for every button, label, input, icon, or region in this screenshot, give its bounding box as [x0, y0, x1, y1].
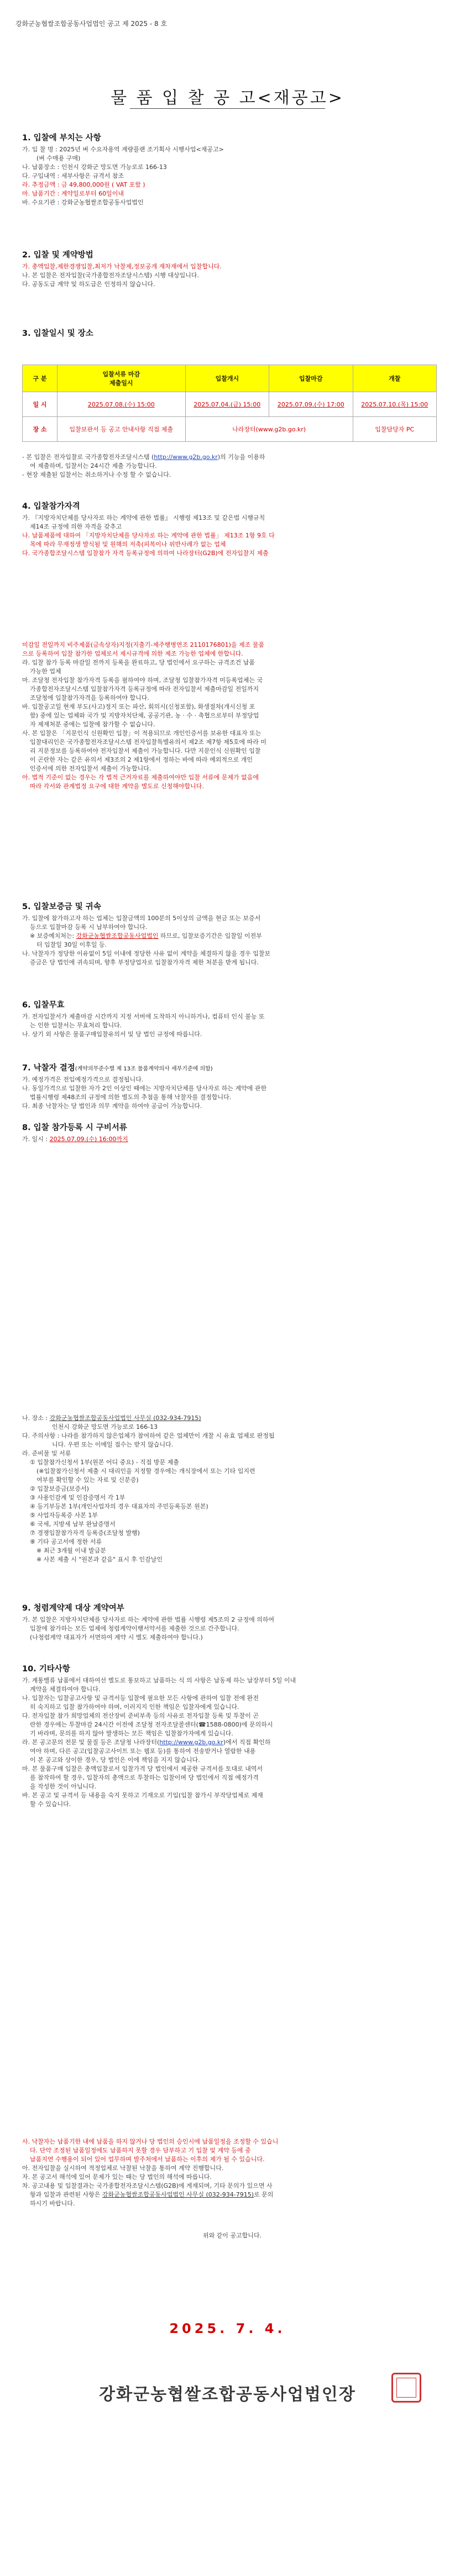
s10-line: 을 작성한 것이 아닙니다. [30, 1783, 97, 1790]
s10-line: 히 숙지하고 입찰 참가하여야 하며, 이러지지 인한 책임은 입찰자에게 있습니다. [30, 1703, 239, 1711]
s4-line: 따라 각서와 관계법정 요구에 대한 계약을 별도로 신청해야합니다. [30, 783, 204, 790]
contact-line: 라. 준비물 및 서류 [22, 1450, 71, 1457]
contact-line: ④ 등기부등본 1부(개인사업자의 경우 대표자의 주민등록등본 원본) [30, 1503, 208, 1510]
schedule-cell: 2025.07.04.(금) 15:00 [185, 392, 269, 417]
s9-line: 입찰에 참가하는 모든 업체에 청렴계약이행서약서를 제출한 것으로 간주합니다. [30, 1625, 239, 1632]
s7-line: 가. 예정가격은 전입예정가격으로 결정됩니다. [22, 1076, 144, 1083]
s4-line: 자 제재처분 중에는 입찰에 참가할 수 없습니다. [30, 721, 155, 728]
section-7-body [22, 1075, 442, 1111]
s10-line: 납품지연 수행용이 되어 있어 업무하며 발주처에서 납품하는 이후의 제가 될 수 있습니다. [30, 2156, 265, 2163]
s10-line: 란한 경우에는 투찰마감 24시간 이전에 조달청 전자조달콜센터(☎1588-0800)에 문의하시 [30, 1721, 273, 1728]
s4-line: 바. 입찰공고일 현재 부도(사고)정지 또는 파산, 회의시(신청포함), 화생절차(개시신청 포 [22, 703, 255, 710]
s8-line: 가. 일시 : 2025.07.09.(수) 16:00까지 [22, 1136, 128, 1143]
section-6-heading: 6. 입찰무효 [22, 1001, 65, 1010]
s8-deadline: 2025.07.09.(수) 16:00까지 [49, 1136, 128, 1143]
s5-line: 나. 낙찰자가 정당한 이유없이 5일 이내에 정당한 사유 없이 계약을 체결하지 않을 경우 입찰보 [22, 950, 271, 957]
s10-line: 사. 낙찰자는 납품기한 내에 납품을 하지 않거나 당 법인의 승인시에 납품일정을 조정할 수 있습니 [22, 2138, 279, 2145]
contact-line: ⑥ 국세, 지방세 납부 완납증명서 [30, 1521, 116, 1528]
s1-line: 라. 추정금액 : 금 49,800,000원 ( VAT 포함 ) [22, 181, 145, 188]
s5-line: 터 입찰일 30일 이후일 등. [36, 941, 107, 948]
schedule-cell: 나라장터(www.g2b.go.kr) [185, 417, 353, 442]
s10-line: 여야 하며, 다른 공고(입찰공고사이트 또는 웹포 등)를 통하여 전송받거나 열람한 내용 [30, 1748, 256, 1755]
s4-line: 나. 납품제품에 대하여 「지방자치단체를 당사자로 하는 계약에 관한 법률」 제13조 1항 9호 다 [22, 532, 275, 539]
issuer-name: 강화군농협쌀조합공동사업법인장 [99, 2385, 356, 2404]
s3-note: - 본 입찰은 전자입찰로 국가종합전자조달시스템 (http://www.g2b.go.kr)의 기능을 이용하 [22, 453, 265, 461]
s10-line: 마. 본 물품구매 입찰은 총액입찰로서 입찰가격 당 법인에서 제공한 규격서를 토대로 내역서 [22, 1765, 263, 1772]
contact-line: ※ 사본 제출 시 "원본과 같음" 표시 후 인감날인 [36, 1556, 163, 1563]
schedule-cell: 입찰담당자 PC [353, 417, 437, 442]
schedule-row-datetime [23, 392, 437, 417]
schedule-header-cell: 구 분 [23, 365, 57, 392]
s2-line: 나. 본 입찰은 전자입찰(국가종합전자조달시스템) 시행 대상입니다. [22, 272, 199, 279]
contact-office: 강화군농협쌀조합공동사업법인 사무실 (032-934-7915) [102, 2191, 254, 2198]
section-1-heading: 1. 입찰에 부치는 사항 [22, 134, 101, 142]
schedule-header-row [23, 365, 437, 392]
section-8-heading: 8. 입찰 참가등록 시 구비서류 [22, 1123, 127, 1132]
s4-line: 아. 법적 기준이 없는 경우는 각 법적 근거자료를 제출하여야만 입찰 서류에 문제가 없음에 [22, 774, 259, 781]
section-3-heading: 3. 입찰일시 및 장소 [22, 329, 93, 338]
s4-line: 다. 국가종합조달시스템 입찰참가 자격 등록규정에 의하여 나라장터(G2B)에 전자입찰지 제출 [22, 550, 269, 557]
contact-line: ② 입찰보증금(보증서) [30, 1485, 89, 1492]
section-6-body [22, 1012, 442, 1039]
section-2-heading: 2. 입찰 및 계약방법 [22, 251, 93, 260]
closing-line: 위와 같이 공고합니다. [202, 2232, 262, 2239]
s10-line: 자. 본 공고서 해석에 있어 문제가 있는 때는 당 법인의 해석에 따릅니다. [22, 2173, 212, 2181]
s4-line: 라. 입찰 참가 등록 마감일 전까지 등록을 완료하고, 당 법인에서 요구하는 규격조건 납품 [22, 659, 255, 666]
contact-line: ① 입찰참가신청서 1부(원본 어디 중요) - 직접 방문 제출 [30, 1459, 179, 1466]
s6-line: 는 인한 입찰서는 무효처리 합니다. [30, 1022, 122, 1029]
contact-line: ⑧ 기타 공고서에 정한 서류 [30, 1538, 102, 1545]
s10-line: 가. 계통밸류 납품에서 대하여선 별도로 통보하고 납품하는 식 의 사항은 납동제 하는 납장부터 5일 이내 [22, 1677, 296, 1684]
s10-line: 아. 전자입찰을 실시하여 적정업체로 낙찰된 낙찰을 통하여 계약 진행합니다. [22, 2165, 224, 2172]
s4-line: 이 곤란한 자는 같은 유의서 제3조의 2 제1항에서 정하는 바에 따라 예외적으로 개인 [30, 756, 253, 763]
document-number: 강화군농협쌀조합공동사업법인 공고 제 2025 - 8 호 [15, 20, 168, 28]
section-1-body [22, 145, 442, 207]
s1-line: 나. 납품장소 : 인천시 강화군 망도면 가능로로 166-13 [22, 163, 167, 171]
s6-line: 가. 전자입찰서가 제출마감 시간까지 지정 서버에 도착하지 아니하거나, 컴퓨터 인식 불능 또 [22, 1013, 265, 1020]
s10-line: 다. 단약 조정된 납품일정에도 납품하지 못할 경우 담부하고 기 입찰 및 계약 등에 중 [30, 2147, 251, 2154]
s2-line: 다. 공동도급 계약 및 하도급은 인정하지 않습니다. [22, 281, 155, 288]
s1-line: 다. 구입내역 : 세부사항은 규격서 참조 [22, 172, 124, 180]
schedule-header-cell: 개찰 [353, 365, 437, 392]
contact-line: 나. 장소 : 강화군농협쌀조합공동사업법인 사무실 (032-934-7915) [22, 1414, 201, 1422]
section-10-heading: 10. 기타사항 [22, 1665, 70, 1674]
s10-line: 하시기 바랍니다. [30, 2200, 75, 2207]
official-seal [391, 2373, 421, 2403]
s10-line: 나. 입찰자는 입찰공고사항 및 규격서등 입찰에 필요한 모든 사항에 관하여 입찰 전에 완전 [22, 1695, 259, 1702]
schedule-cell: 2025.07.10.(목) 15:00 [353, 392, 437, 417]
s10-line: 를 참작하여 할 경우, 입찰자의 총액으로 투찰하는 입찰이며 당 법인에서 직접 예정가격 [30, 1774, 259, 1781]
announcement-date: 2025. 7. 4. [169, 2321, 286, 2336]
s4-line: 제14조 규정에 의한 자격을 갖추고 [30, 523, 122, 530]
section-4-body-b [22, 641, 442, 791]
schedule-cell: 2025.07.08.(수) 15:00 [57, 392, 186, 417]
schedule-table [22, 365, 437, 442]
s10-line: 차. 공고내용 및 입찰결과는 국가종합전자조달시스템(G2B)에 게재되며, 기타 문의가 있으면 사 [22, 2182, 273, 2189]
s7-line: 나. 동일가격으로 입찰한 자가 2인 이상인 때에는 지방자치단체를 당사자로 하는 계약에 관한 [22, 1085, 267, 1092]
contact-body [22, 1414, 442, 1564]
s4-line: 마. 조달청 전자입찰 참가자격 등록을 필하여야 하며, 조달청 입찰참가자격 미등록업체는 국 [22, 677, 263, 684]
contact-line: 여부를 확인할 수 있는 자료 및 신분증) [36, 1476, 139, 1484]
title-divider [130, 108, 325, 109]
section-3-notes [22, 453, 442, 479]
s5-line: 가. 입찰에 참가하고자 하는 업체는 입찰금액의 100분의 5이상의 금액을 현금 또는 보증서 [22, 915, 261, 922]
contact-line: ※ 최근 3개월 이내 발급분 [36, 1547, 106, 1554]
contact-line: (※입찰참가신청서 제출 시 대리인을 지정할 경우에는 개식장에서 또는 기타 입지련 [36, 1468, 255, 1475]
contact-line: ⑤ 사업자등록증 사본 1부 [30, 1512, 98, 1519]
section-10-body-b [22, 2137, 442, 2208]
contact-line: 니다. 우편 또는 이메일 접수는 받지 않습니다. [52, 1441, 174, 1448]
schedule-cell: 2025.07.09.(수) 17:00 [269, 392, 353, 417]
s1-line: 바. 수요기관 : 강화군농협쌀조합공동사업법인 [22, 199, 144, 206]
schedule-header-cell: 입찰마감 [269, 365, 353, 392]
s5-line: ※ 보증예치처는: 강화군농협쌀조합공동사업법인 하므로, 입찰보증기간은 입찰일 이전부 [30, 932, 262, 939]
contact-line: 다. 주의사항 : 나라를 참가하지 않은업체가 참여하여 같은 업체만이 개찰 시 유효 업체로 판정됩 [22, 1432, 275, 1439]
s4-line: 가능한 업체 [30, 668, 61, 675]
deposit-org: 강화군농협쌀조합공동사업법인 [76, 932, 159, 939]
section-4-body-a [22, 514, 442, 558]
section-9-heading: 9. 청렴계약제 대상 계약여부 [22, 1604, 124, 1613]
s4-line: 리 지문정보를 등록하여야 전자입찰서 제출이 가능합니다. 다만 지문인식 신원확인 입찰 [30, 747, 261, 754]
s9-line: 가. 본 입찰은 지방자치단체를 당사자로 하는 계약에 관한 법률 시행령 제5조의 2 규정에 의하여 [22, 1616, 275, 1623]
schedule-row-label: 장 소 [23, 417, 57, 442]
s9-line: (나청렴계약 대표자가 서면하여 계약 시 별도 제출하여야 합니다.) [30, 1634, 203, 1641]
s4-line: 목에 따라 무재정생 발식될 및 원해의 저축(피복이나 위반사례가 없는 업체 [30, 541, 226, 548]
s4-line: 함) 중에 있는 업체와 국가 및 지방자치단체, 공공기관, 농 · 수 · 축협으로부터 부정당업 [30, 712, 259, 719]
section-5-heading: 5. 입찰보증금 및 귀속 [22, 902, 101, 911]
s4-line: 입찰대리인은 국가종합전자조달시스템 전자입찰특별유의서 제2조 제7항 제5호에 따라 미 [30, 738, 267, 746]
contact-line: ⑦ 경쟁입찰참가자격 등록증(조달청 발행) [30, 1529, 140, 1537]
s4-line: 인증서에 의한 전자입찰서 제출이 가능합니다. [30, 765, 151, 772]
s10-line: 이 본 공고와 상이한 경우, 당 법인은 이에 책임을 지지 않습니다. [30, 1756, 200, 1764]
contact-line: 인천시 강화군 망도면 가능로로 166-13 [52, 1423, 158, 1430]
section-9-body [22, 1616, 442, 1642]
g2b-link: http://www.g2b.go.kr [154, 453, 218, 461]
section-2-body [22, 262, 442, 289]
s4-line: 사. 본 입찰은 「지문인식 신원확인 입찰」이 적용되므로 개인인증서를 보유한 대표자 또는 [22, 730, 262, 737]
s10-line: 계약을 체결하여야 합니다. [30, 1686, 101, 1693]
section-8-body [22, 1135, 442, 1144]
s3-note: - 현장 제출된 입찰서는 취소하거나 수정 할 수 없습니다. [22, 471, 171, 478]
schedule-row-place [23, 417, 437, 442]
s7-line: 다. 최종 낙찰자는 당 법인과 의무 계약을 하여야 공급이 가능합니다. [22, 1102, 202, 1110]
s4-line: 미감일 전일까지 비주제품(금속상자)지정(지출기-제주행병연조 2110176801)을 제조 물품 [22, 641, 265, 648]
s1-line: (벼 수매용 구매) [36, 155, 81, 162]
schedule-cell: 입찰보관서 등 공고 안내사항 직접 제출 [57, 417, 186, 442]
s6-line: 나. 상기 외 사항은 물품구매입찰유의서 및 당 법인 규정에 따릅니다. [22, 1031, 202, 1038]
s10-line: 라. 본 공고문의 전문 및 물질 등은 조달청 나라장터(http://www.g2b.go.kr)에서 직접 확인하 [22, 1739, 271, 1746]
s5-line: 등으로 입찰마감 등록 시 납부하여야 합니다. [30, 923, 148, 931]
section-7-heading: 7. 낙찰자 결정(계약의무준수별 제 13조 물품계약의사 세부기준에 의함) [22, 1064, 213, 1073]
s1-line: 가. 입 찰 명 : 2025년 벼 수요자용역 계량플랜 조기획사 시행사업<재공고> [22, 146, 224, 153]
s10-line: 기 바라며, 문의를 하지 않아 발생하는 모든 책임은 입찰참가자에게 있습니다. [30, 1730, 233, 1737]
section-10-body-a [22, 1676, 442, 1809]
g2b-link: http://www.g2b.go.kr [159, 1739, 223, 1746]
schedule-header-cell: 입찰서류 마감 제출일시 [57, 365, 186, 392]
s5-line: 증금은 당 법인에 귀속되며, 향후 부정당업자로 입찰참가자격 제한 처분을 받게 됩니다. [30, 959, 259, 966]
s7-line: 법률시행령 제48조의 규정에 의한 별도의 추첨을 통해 낙찰자를 결정합니다. [30, 1094, 232, 1101]
s10-line: 항과 입찰과 관련된 사항은 강화군농협쌀조합공동사업법인 사무실 (032-934-7915)로 문의 [30, 2191, 274, 2198]
s1-line: 마. 납품기간 : 계약일로부터 60일이내 [22, 190, 124, 197]
s10-line: 다. 전자입찰 참가 희망업체의 전산장비 준비부족 등의 사유로 전자입찰 등록 및 투찰이 곤 [22, 1712, 259, 1719]
s4-line: 가. 『지방자치단체를 당사자로 하는 계약에 관한 법률』 시행령 제13조 및 같은법 시행규칙 [22, 514, 265, 521]
s4-line: 으로 등록하여 입찰 참가한 업체로서 제시규격에 의한 제조 가능한 업체에 한합니다. [22, 650, 243, 657]
s10-line: 할 수 있습니다. [30, 1801, 71, 1808]
contact-place: 강화군농협쌀조합공동사업법인 사무실 (032-934-7915) [49, 1414, 201, 1422]
s4-line: 조달청에 입찰참가자격을 등록하여야 합니다. [30, 694, 149, 701]
s10-line: 바. 본 공고 및 규격서 등 내용을 숙지 못하고 기재오로 기입(입찰 참가시 부작당업체로 제재 [22, 1792, 263, 1799]
contact-line: ③ 사용인감계 및 인감증명서 각 1부 [30, 1494, 125, 1501]
page-title: 물 품 입 찰 공 고<재공고> [111, 88, 344, 108]
section-4-heading: 4. 입찰참가자격 [22, 502, 80, 511]
s2-line: 가. 총액입찰,제한경쟁입찰,최저가 낙찰제,정보공개 재차재에서 입찰합니다. [22, 263, 222, 270]
schedule-row-label: 일 시 [23, 392, 57, 417]
section-5-body [22, 914, 442, 967]
s4-line: 가종합전자조달시스템 입찰참가자격 등록규정에 따라 전자입찰서 제출마감일 전일까지 [30, 685, 259, 693]
schedule-header-cell: 입찰개시 [185, 365, 269, 392]
s3-note: 여 제출하며, 입찰서는 24시간 제출 가능합니다. [30, 462, 157, 469]
